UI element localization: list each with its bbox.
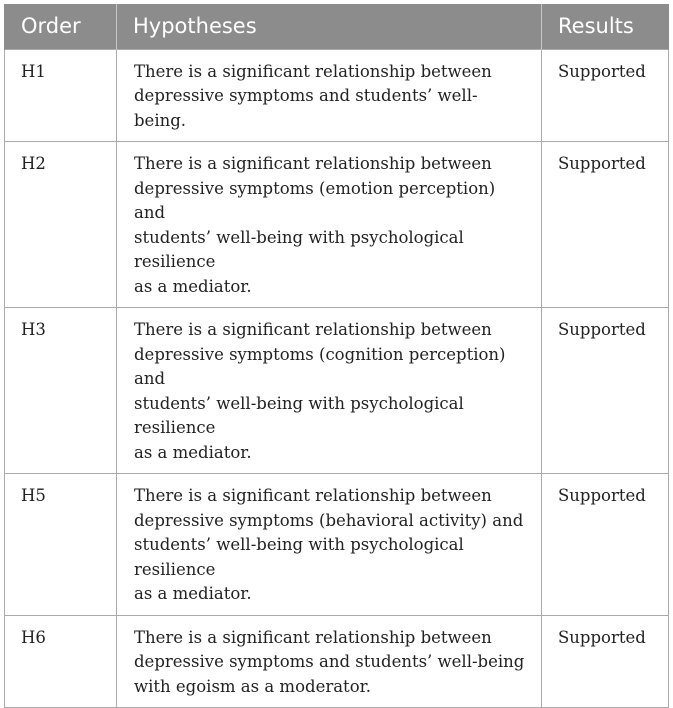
- hypothesis-line: There is a significant relationship between: [134, 154, 492, 173]
- order-cell: H3: [5, 308, 117, 474]
- header-order: Order: [5, 4, 117, 49]
- result-cell: Supported: [542, 615, 669, 708]
- hypothesis-line: depressive symptoms (behavioral activity) and: [134, 510, 524, 530]
- hypothesis-line: depressive symptoms and students’ well-being: [134, 652, 525, 671]
- table-row: [5, 474, 669, 616]
- hypothesis-cell: [117, 308, 542, 474]
- hypothesis-cell: [117, 474, 542, 616]
- hypothesis-line: There is a significant relationship between: [134, 486, 492, 505]
- hypothesis-line: students’ well-being with psychological resilience: [134, 393, 464, 437]
- table-row: [5, 615, 669, 708]
- hypothesis-line: depressive symptoms and students’ well-being.: [134, 86, 478, 130]
- hypothesis-line: There is a significant relationship between: [134, 61, 492, 81]
- hypothesis-line: There is a significant relationship between: [134, 627, 492, 647]
- order-cell: H1: [5, 49, 117, 142]
- order-cell: H6: [5, 615, 117, 708]
- result-cell: Supported: [542, 308, 669, 474]
- hypothesis-line: depressive symptoms (cognition perception) and: [134, 344, 506, 388]
- hypothesis-line: with egoism as a moderator.: [134, 676, 371, 696]
- order-cell: H2: [5, 142, 117, 308]
- hypothesis-cell: [117, 615, 542, 708]
- order-cell: H5: [5, 474, 117, 616]
- hypothesis-line: as a mediator.: [134, 276, 252, 296]
- hypotheses-table: [4, 4, 669, 708]
- hypothesis-line: There is a significant relationship between: [134, 320, 492, 339]
- table-row: [5, 142, 669, 308]
- header-hypotheses: Hypotheses: [117, 4, 542, 49]
- header-results: Results: [542, 4, 669, 49]
- table-body: [5, 49, 669, 708]
- hypothesis-line: as a mediator.: [134, 584, 252, 603]
- result-cell: Supported: [542, 49, 669, 142]
- result-cell: Supported: [542, 142, 669, 308]
- hypothesis-line: as a mediator.: [134, 442, 252, 462]
- hypothesis-cell: [117, 49, 542, 142]
- table-row: [5, 49, 669, 142]
- hypothesis-line: students’ well-being with psychological resilience: [134, 227, 464, 271]
- table-header: [5, 4, 669, 49]
- result-cell: Supported: [542, 474, 669, 616]
- header-row: [5, 4, 669, 49]
- hypothesis-line: students’ well-being with psychological resilience: [134, 535, 464, 579]
- hypothesis-cell: [117, 142, 542, 308]
- hypothesis-line: depressive symptoms (emotion perception) and: [134, 178, 496, 222]
- table-row: [5, 308, 669, 474]
